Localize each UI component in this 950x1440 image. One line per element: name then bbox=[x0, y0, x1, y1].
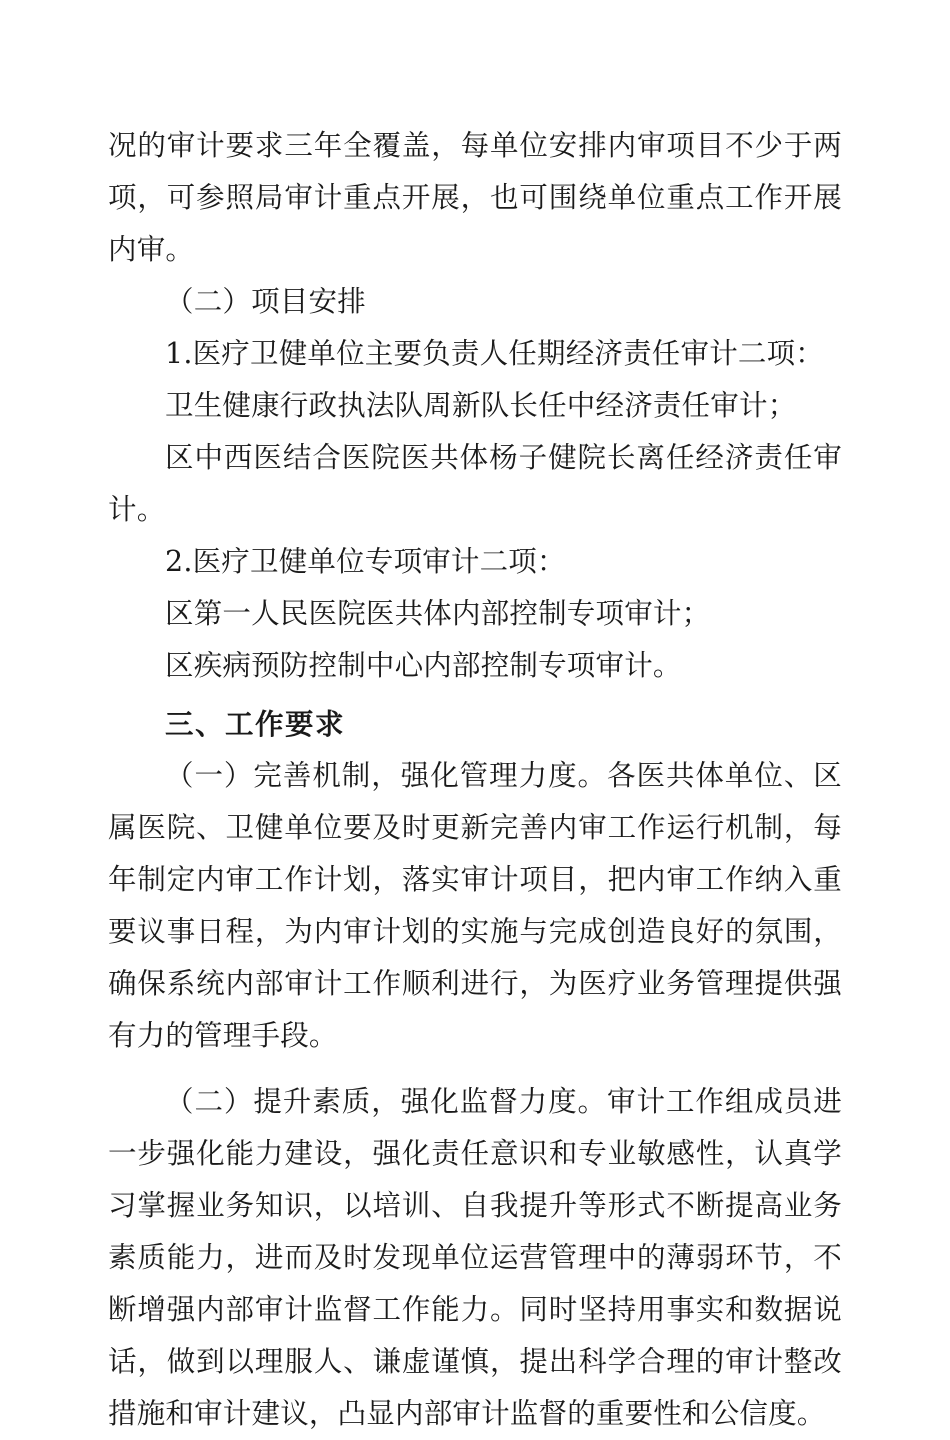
paragraph-item-2b: 区疾病预防控制中心内部控制专项审计。 bbox=[165, 649, 682, 682]
paragraph-item-1a: 卫生健康行政执法队周新队长任中经济责任审计； bbox=[165, 389, 797, 422]
paragraph-item-2: 2.医疗卫健单位专项审计二项： bbox=[165, 545, 566, 578]
paragraph-item-2a: 区第一人民医院医共体内部控制专项审计； bbox=[165, 597, 711, 630]
paragraph-requirement-1: （一）完善机制，强化管理力度。各医共体单位、区属医院、卫健单位要及时更新完善内审工作运行机制，每年制定内审工作计划，落实审计项目，把内审工作纳入重要议事日程，为内审计划的实施与完成创造良好的氛围，确保系统内部审计工作顺利进行，为医疗业务管理提供强有力的管理手段。 bbox=[108, 759, 842, 1052]
heading-work-requirements: 三、工作要求 bbox=[165, 707, 346, 741]
paragraph-item-1: 1.医疗卫健单位主要负责人任期经济责任审计二项： bbox=[165, 337, 824, 370]
paragraph-continuation: 况的审计要求三年全覆盖，每单位安排内审项目不少于两项，可参照局审计重点开展，也可围绕单位重点工作开展内审。 bbox=[108, 129, 842, 266]
spacer-between-requirements bbox=[108, 1062, 842, 1076]
paragraph-item-1b: 区中西医结合医院医共体杨子健院长离任经济责任审计。 bbox=[108, 441, 842, 526]
document-body bbox=[108, 120, 842, 1440]
paragraph-requirement-2: （二）提升素质，强化监督力度。审计工作组成员进一步强化能力建设，强化责任意识和专业敏感性，认真学习掌握业务知识，以培训、自我提升等形式不断提高业务素质能力，进而及时发现单位运营管理中的薄弱环节，不断增强内部审计监督工作能力。同时坚持用事实和数据说话，做到以理服人、谦虚谨慎，提出科学合理的审计整改措施和审计建议，凸显内部审计监督的重要性和公信度。 bbox=[108, 1085, 842, 1430]
paragraph-section-project-arrangement: （二）项目安排 bbox=[165, 285, 366, 318]
